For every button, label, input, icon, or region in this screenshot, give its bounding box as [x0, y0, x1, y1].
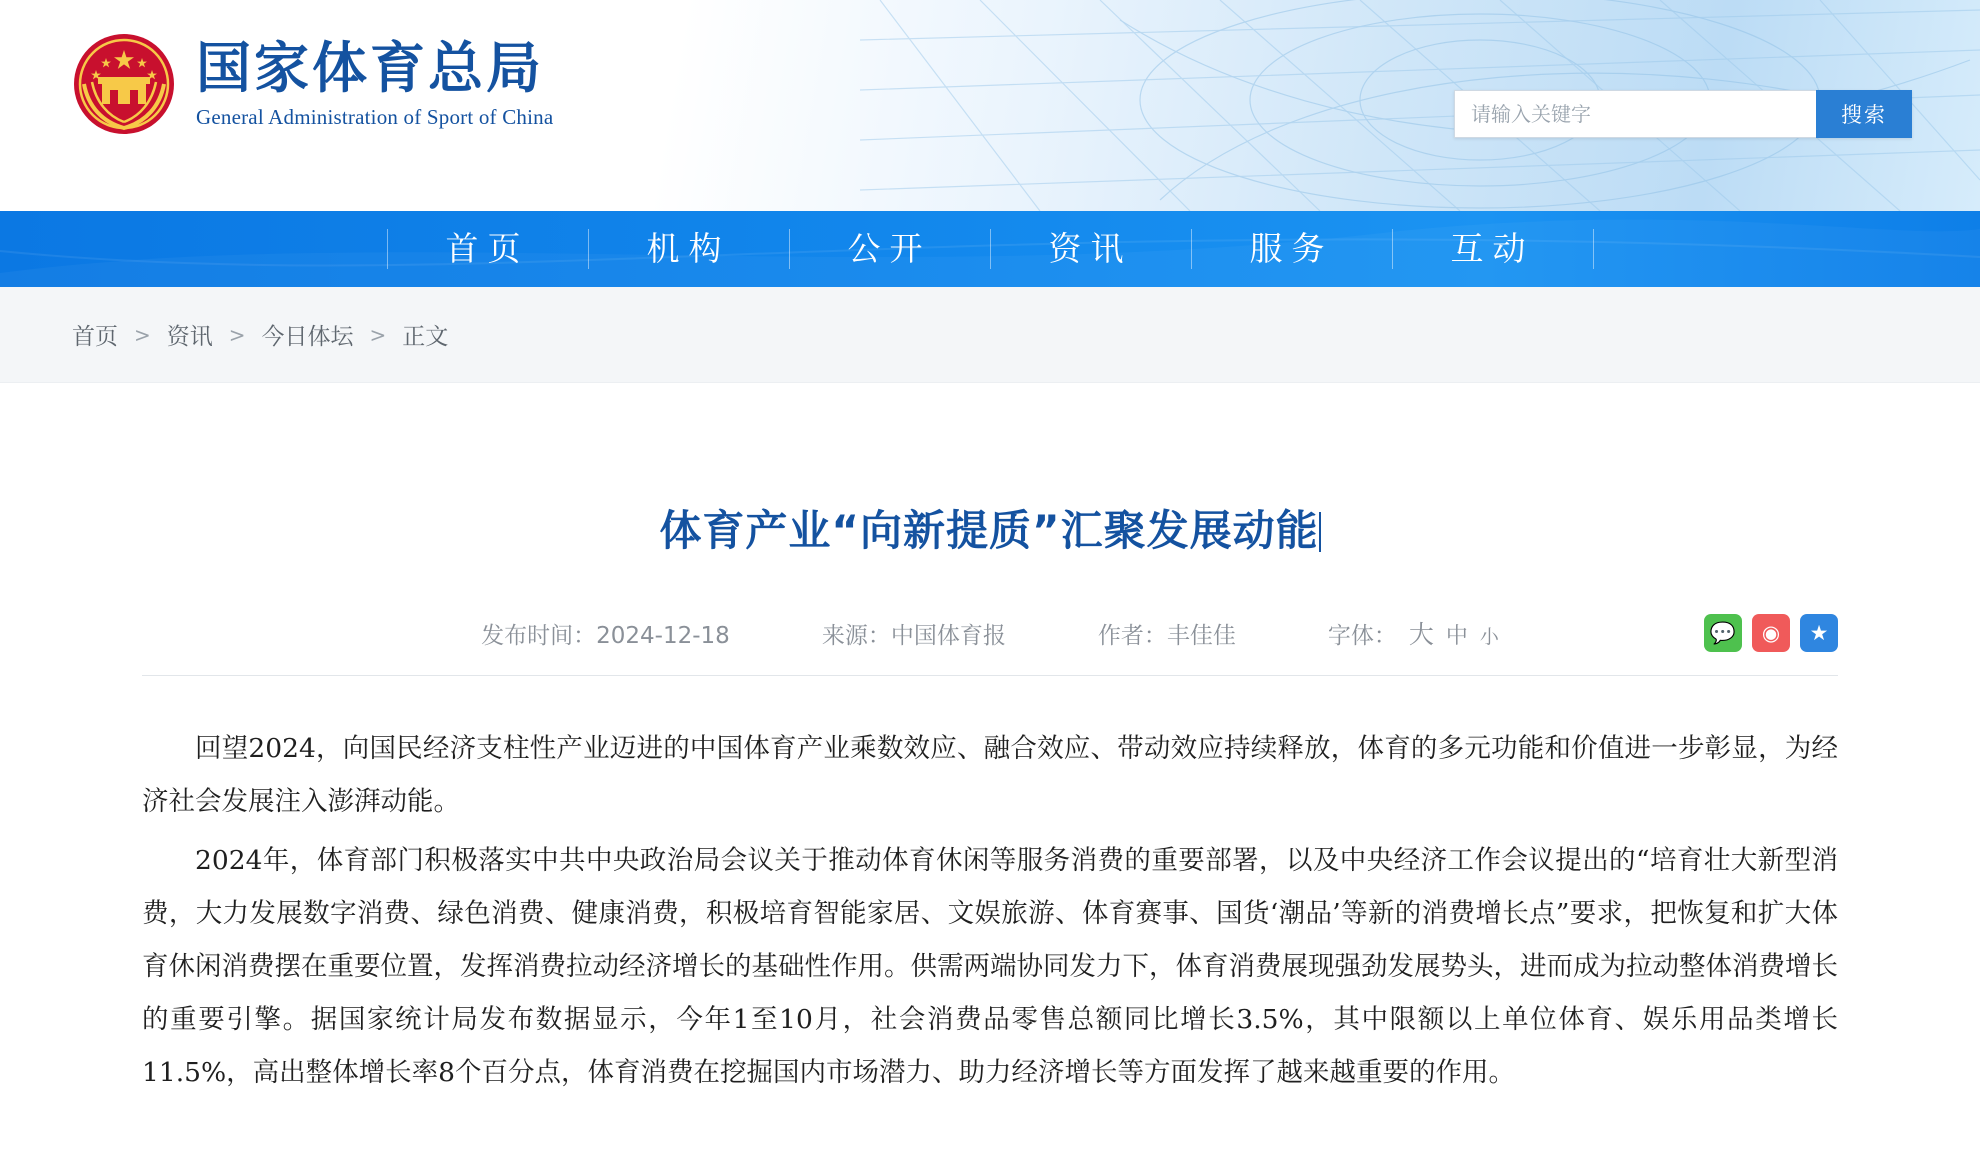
nav-item-interaction[interactable]: 互动 [1392, 229, 1594, 269]
source [822, 617, 1006, 650]
page-title [70, 503, 1910, 560]
breadcrumb-item-news[interactable]: 资讯 [166, 324, 213, 350]
article-meta [142, 618, 1838, 676]
breadcrumb-item-today-sports[interactable]: 今日体坛 [261, 324, 354, 350]
brand-name-cn: 国家体育总局 [196, 36, 545, 101]
font-size-small[interactable]: 小 [1479, 626, 1499, 649]
share-buttons [1704, 614, 1838, 652]
site-header [0, 0, 1980, 211]
breadcrumb-separator: > [369, 322, 387, 347]
nav-item-disclosure[interactable]: 公开 [789, 229, 990, 269]
author-value: 丰佳佳 [1166, 622, 1236, 649]
wechat-share-icon[interactable]: 💬 [1704, 614, 1742, 652]
breadcrumb-separator: > [228, 322, 246, 347]
source-value: 中国体育报 [890, 622, 1006, 649]
brand-text [196, 38, 553, 130]
nav-item-news[interactable]: 资讯 [990, 229, 1191, 269]
article [70, 383, 1910, 1099]
weibo-share-icon[interactable]: ◉ [1752, 614, 1790, 652]
page-title-text: 体育产业“向新提质”汇聚发展动能 [659, 506, 1319, 555]
text-caret [1319, 512, 1321, 552]
search-input[interactable] [1454, 90, 1816, 138]
breadcrumb-item-home[interactable]: 首页 [72, 324, 118, 350]
article-paragraph: 2024年，体育部门积极落实中共中央政治局会议关于推动体育休闲等服务消费的重要部署，以及中央经济工作会议提出的“培育壮大新型消费，大力发展数字消费、绿色消费、健康消费，积极培育智能家居、文娱旅游、体育赛事、国货‘潮品’等新的消费增长点”要求，把恢复和扩大体育休闲消费摆在重要位置，发挥消费拉动经济增长的基础性作用。供需两端协同发力下，体育消费展现强劲发展势头，进而成为拉动整体消费增长的重要引擎。据国家统计局发布数据显示，今年1至10月，社会消费品零售总额同比增长3.5%，其中限额以上单位体育、娱乐用品类增长11.5%，高出整体增长率8个百分点，体育消费在挖掘国内市场潜力、助力经济增长等方面发挥了越来越重要的作用。 [142, 844, 1838, 1088]
nav-item-org[interactable]: 机构 [588, 229, 789, 269]
breadcrumb [0, 287, 1980, 383]
publish-time-label: 发布时间： [481, 622, 597, 649]
author [1098, 617, 1236, 650]
font-size-large[interactable]: 大 [1408, 620, 1434, 650]
author-label: 作者： [1097, 622, 1167, 649]
article-body [142, 722, 1838, 1099]
breadcrumb-separator: > [134, 322, 151, 347]
breadcrumb-item-current: 正文 [402, 324, 449, 350]
search-button[interactable]: 搜索 [1816, 90, 1912, 138]
nav-list [387, 229, 1594, 269]
brand-name-en: General Administration of Sport of China [196, 104, 554, 129]
favorite-star-icon[interactable]: ★ [1800, 614, 1838, 652]
source-label: 来源： [821, 622, 891, 649]
font-size-label: 字体： [1327, 623, 1397, 650]
main-navigation [0, 211, 1980, 287]
font-size-control [1328, 615, 1499, 651]
publish-time-value: 2024-12-18 [596, 622, 730, 649]
nav-item-home[interactable]: 首页 [387, 229, 588, 269]
site-logo[interactable] [72, 32, 553, 136]
nav-item-services[interactable]: 服务 [1191, 229, 1392, 269]
national-emblem-icon [72, 32, 176, 136]
publish-time [481, 617, 730, 650]
site-search[interactable] [1454, 90, 1912, 138]
article-paragraph: 回望2024，向国民经济支柱性产业迈进的中国体育产业乘数效应、融合效应、带动效应持续释放，体育的多元功能和价值进一步彰显，为经济社会发展注入澎湃动能。 [142, 732, 1838, 817]
font-size-medium[interactable]: 中 [1445, 624, 1468, 650]
